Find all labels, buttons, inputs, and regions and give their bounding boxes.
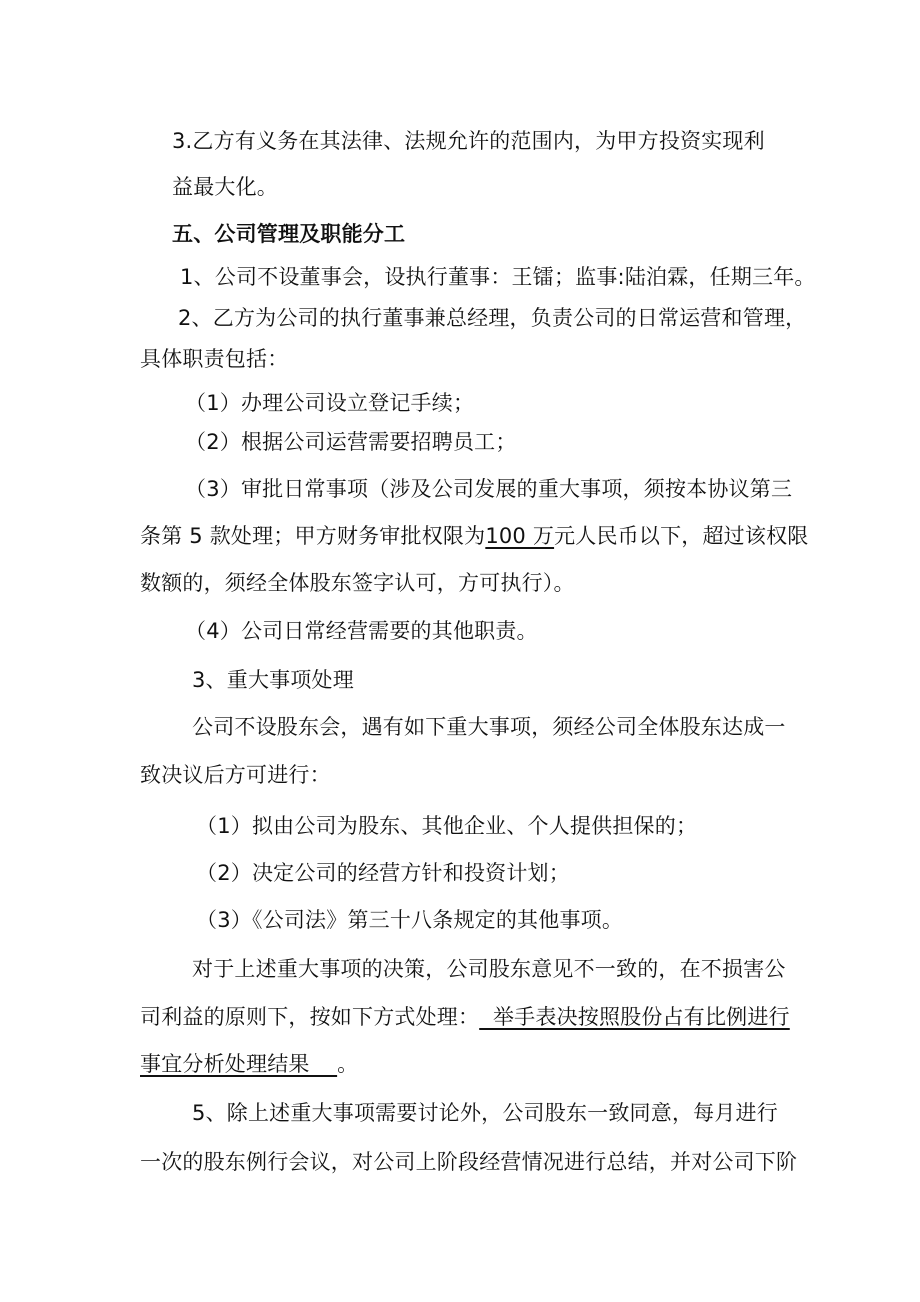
text-run: 条第 5 款处理；甲方财务审批权限为 <box>140 524 486 548</box>
paragraph-line <box>140 522 808 550</box>
paragraph-line: 具体职责包括： <box>140 347 289 371</box>
text-run: 。 <box>337 1052 359 1076</box>
amount-underlined: 100 万 <box>485 524 555 548</box>
duty-item: （4）公司日常经营需要的其他职责。 <box>185 619 538 643</box>
section-heading: 五、公司管理及职能分工 <box>172 222 406 246</box>
paragraph-line: 3.乙方有义务在其法律、法规允许的范围内，为甲方投资实现利 <box>172 129 765 153</box>
list-item: 5、除上述重大事项需要讨论外，公司股东一致同意，每月进行 <box>192 1101 778 1125</box>
matter-item: （2）决定公司的经营方针和投资计划； <box>196 861 570 885</box>
paragraph-line: 致决议后方可进行： <box>140 763 331 787</box>
paragraph-line: 公司不设股东会，遇有如下重大事项，须经公司全体股东达成一 <box>192 715 786 739</box>
duty-item: （1）办理公司设立登记手续； <box>185 391 475 415</box>
duty-item: （3）审批日常事项（涉及公司发展的重大事项，须按本协议第三 <box>185 477 793 501</box>
subsection-title: 3、重大事项处理 <box>192 668 354 692</box>
duty-item: （2）根据公司运营需要招聘员工； <box>185 430 517 454</box>
text-run: 司利益的原则下，按如下方式处理： <box>140 1005 480 1029</box>
list-item: 2、乙方为公司的执行董事兼总经理，负责公司的日常运营和管理， <box>178 306 807 330</box>
paragraph-line: 益最大化。 <box>172 175 278 199</box>
matter-item: （3）《公司法》第三十八条规定的其他事项。 <box>196 908 624 932</box>
text-run: 元人民币以下，超过该权限 <box>554 524 809 548</box>
list-item: 1、公司不设董事会，设执行董事：王镭；监事:陆泊霖，任期三年。 <box>180 265 816 289</box>
fill-in-blank: 举手表决按照股份占有比例进行 <box>479 1005 790 1029</box>
matter-item: （1）拟由公司为股东、其他企业、个人提供担保的； <box>196 814 698 838</box>
paragraph-line <box>140 1003 790 1031</box>
fill-in-blank: 事宜分析处理结果 <box>140 1052 338 1076</box>
paragraph-line: 对于上述重大事项的决策，公司股东意见不一致的，在不损害公 <box>192 957 786 981</box>
paragraph-line <box>140 1050 358 1078</box>
paragraph-line: 一次的股东例行会议，对公司上阶段经营情况进行总结，并对公司下阶 <box>140 1150 798 1174</box>
paragraph-line: 数额的，须经全体股东签字认可，方可执行）。 <box>140 571 575 595</box>
